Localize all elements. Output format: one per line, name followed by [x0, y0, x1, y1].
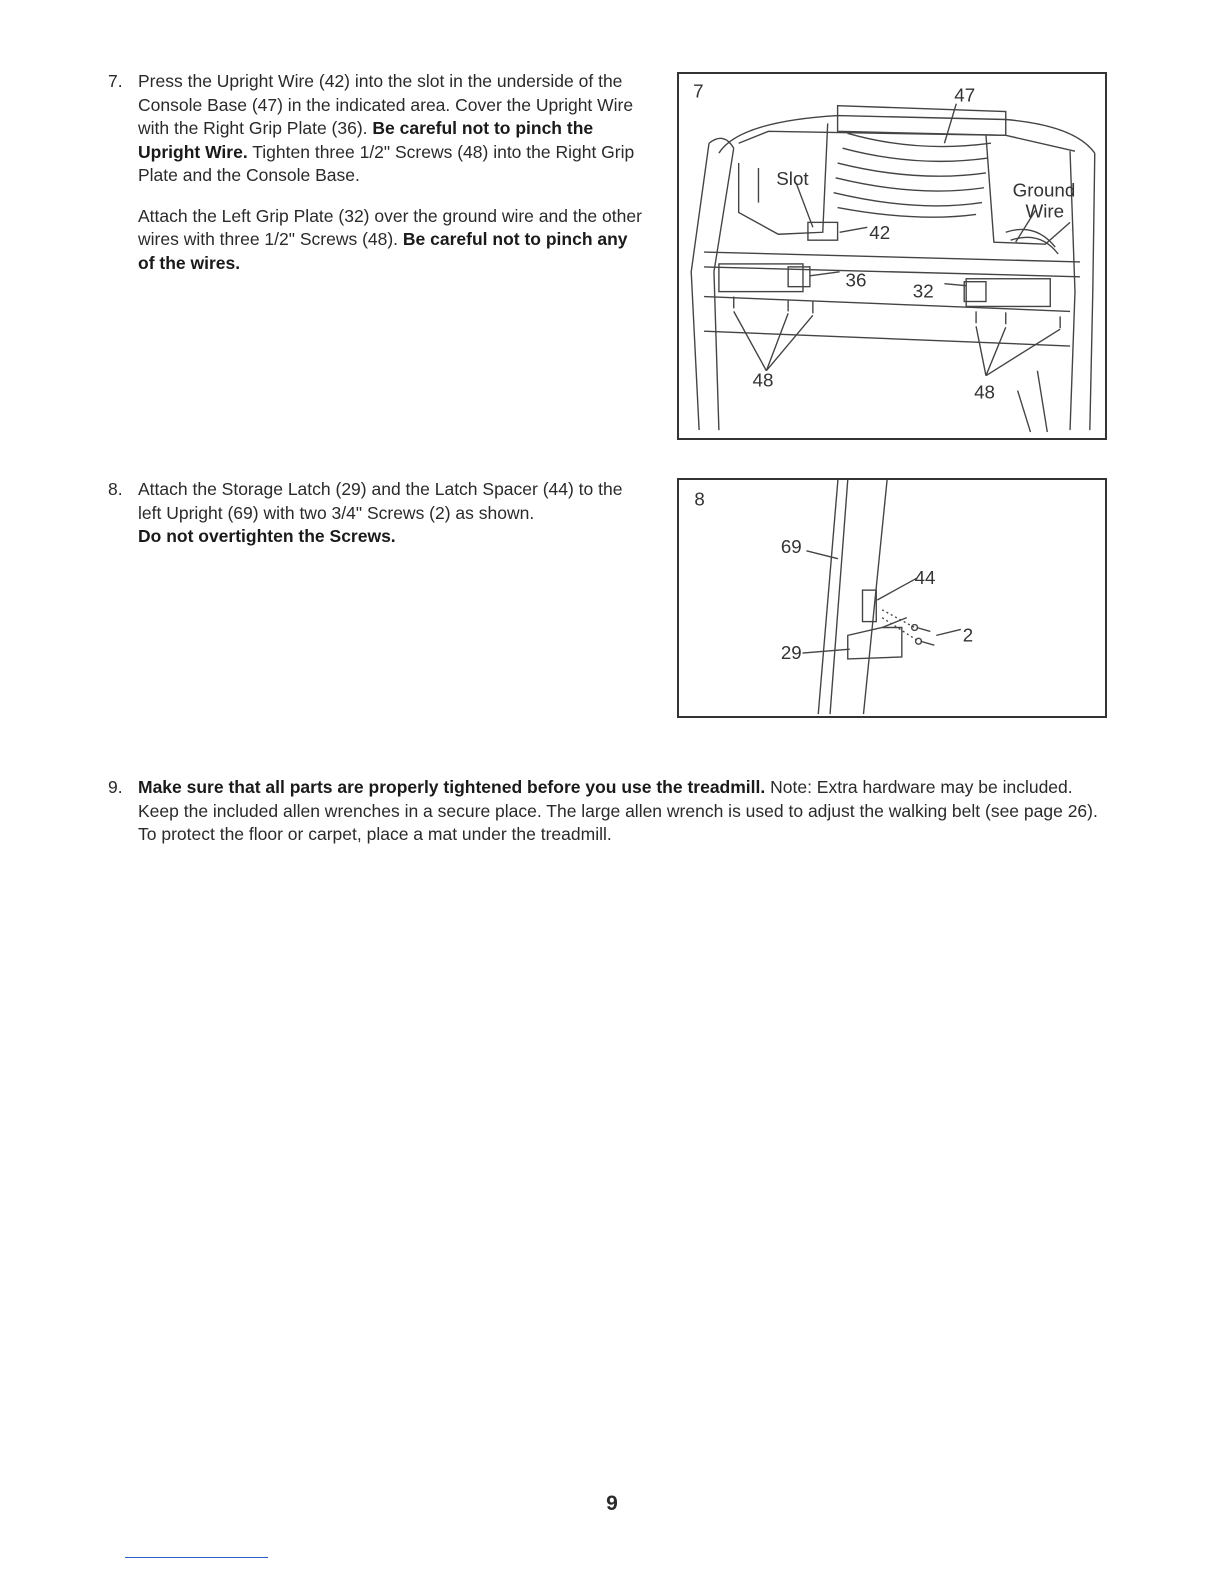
figure-7-illustration: [679, 74, 1105, 438]
label-36: 36: [845, 269, 867, 291]
step-8-paragraph-1: Attach the Storage Latch (29) and the Latch Spacer (44) to the left Upright (69) with two 3/4" Screws (2) as shown. Do not overtighten the Screws.: [138, 479, 623, 546]
step-7-paragraph-2: Attach the Left Grip Plate (32) over the ground wire and the other wires with three 1/2" Screws (48). Be careful not to pinch any of the wires.: [138, 205, 642, 273]
label-32: 32: [912, 280, 934, 302]
figure-8-number: 8: [694, 488, 705, 510]
label-2: 2: [962, 624, 974, 646]
label-slot: Slot: [776, 167, 809, 189]
label-48-right: 48: [974, 381, 995, 403]
figure-7: [677, 72, 1107, 440]
step-8-text: [138, 478, 648, 566]
step-7-number: 7.: [108, 71, 123, 91]
step-9-number: 9.: [108, 777, 123, 797]
step-9-paragraph-1: Make sure that all parts are properly tightened before you use the treadmill. Note: Extra hardware may be included. Keep the included allen wrenches in a secure place. The large allen wrench is used to adjust the walking belt (see page 26). To protect the floor or carpet, place a mat under the treadmill.: [138, 777, 1098, 844]
step-9-text: [138, 776, 1108, 864]
label-47: 47: [954, 84, 976, 106]
label-29: 29: [780, 641, 802, 663]
page-number: 9: [606, 1492, 618, 1515]
footer-rule: [125, 1557, 268, 1558]
step-9-warning: Make sure that all parts are properly tightened before you use the treadmill.: [138, 777, 766, 797]
label-44: 44: [914, 567, 936, 589]
figure-8-illustration: [679, 480, 1105, 716]
step-7-warning-2: Be careful not to pinch any of the wires.: [138, 229, 628, 273]
step-7-text: [138, 70, 648, 292]
step-8-number: 8.: [108, 479, 123, 499]
figure-7-number: 7: [693, 80, 704, 102]
step-7-paragraph-1: Press the Upright Wire (42) into the slot in the underside of the Console Base (47) in the indicated area. Cover the Upright Wire with the Right Grip Plate (36). Be careful not to pinch the Upright Wire. Tighten three 1/2" Screws (48) into the Right Grip Plate and the Console Base.: [138, 71, 635, 185]
label-48-left: 48: [752, 369, 774, 391]
label-42: 42: [869, 222, 891, 244]
figure-8: [677, 478, 1107, 718]
label-69: 69: [780, 535, 802, 557]
label-ground: Ground: [1012, 179, 1076, 201]
label-wire: Wire: [1025, 200, 1065, 222]
step-8-warning: Do not overtighten the Screws.: [138, 526, 396, 546]
step-7-warning: Be careful not to pinch the Upright Wire.: [138, 118, 594, 162]
